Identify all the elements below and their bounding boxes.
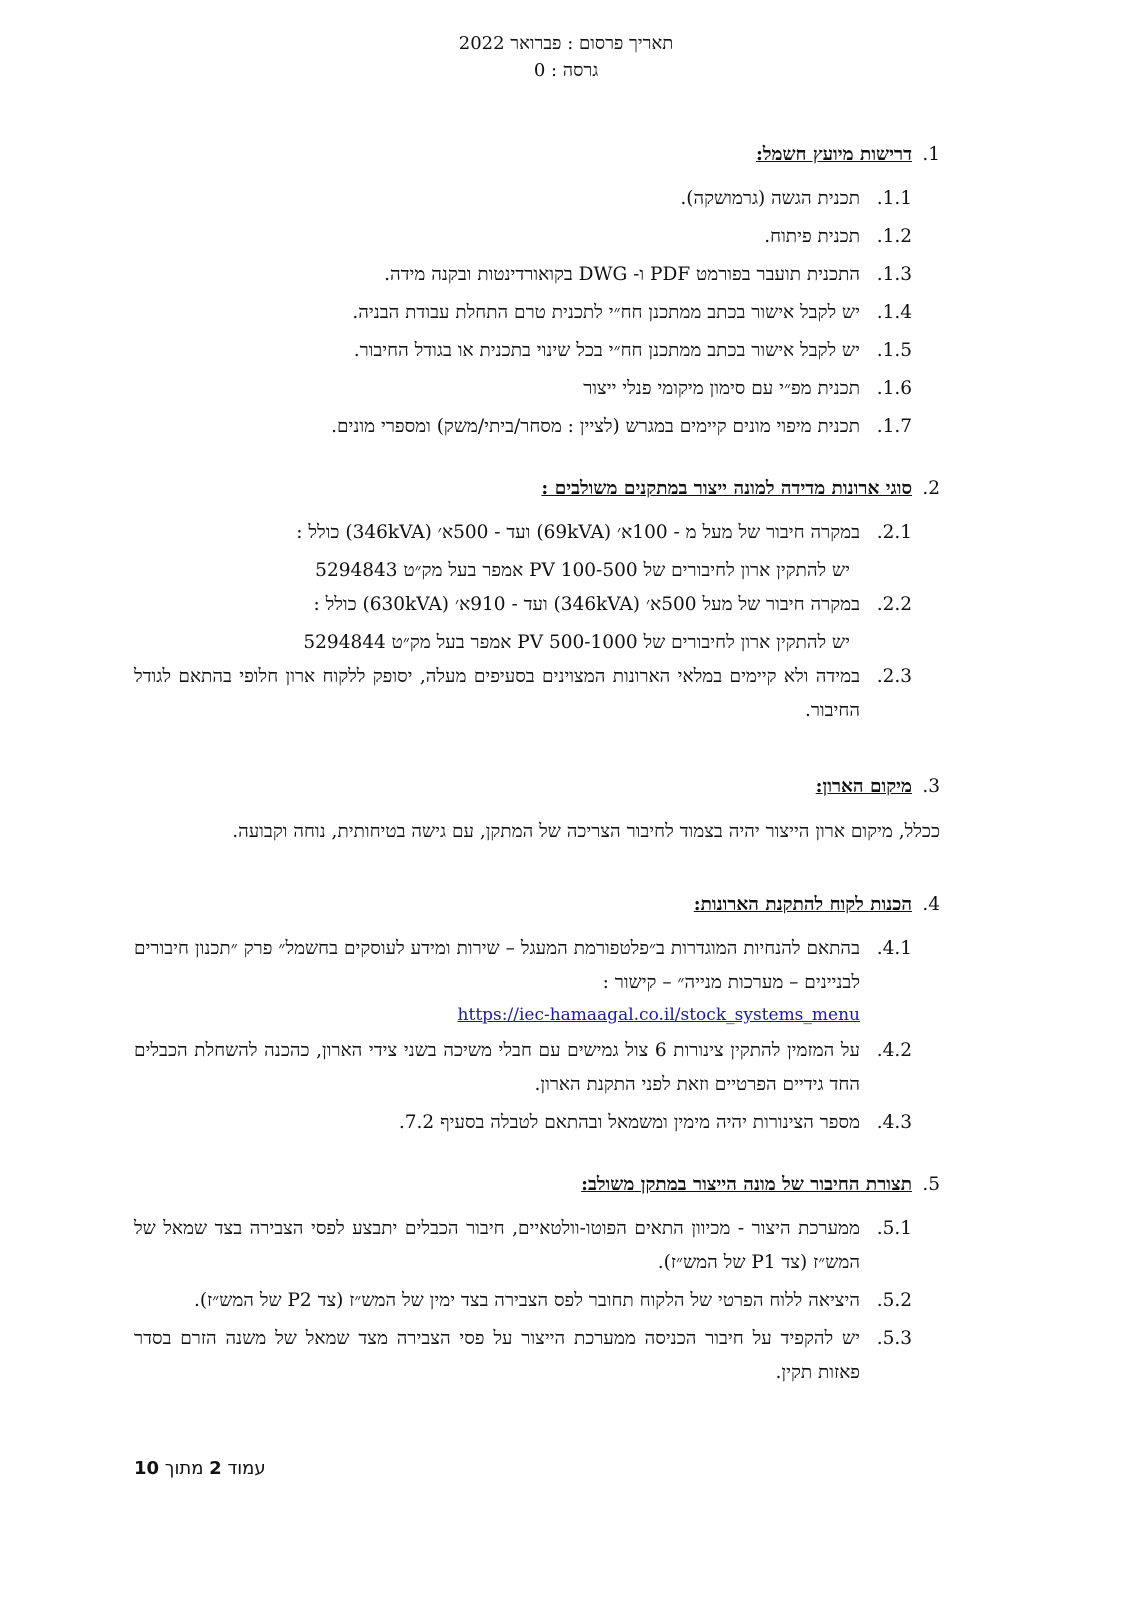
section-title: הכנות לקוח להתקנת הארונות: — [693, 894, 912, 915]
list-item — [134, 1212, 940, 1280]
item-text: יש לקבל אישור בכתב ממתכנן חח״י לתכנית טרם התחלת עבודת הבניה. — [352, 302, 860, 323]
item-number: 4.1. — [876, 938, 912, 959]
list-item — [134, 932, 940, 1030]
item-text: התכנית תועבר בפורמט PDF ו- DWG בקואורדינטות ובקנה מידה. — [384, 264, 860, 285]
list-item — [134, 1284, 940, 1318]
list-item — [134, 182, 940, 216]
item-number: 1.5. — [876, 340, 912, 361]
item-text: בהתאם להנחיות המוגדרות ב״פלטפורמת המעגל – שירות ומידע לעוסקים בחשמל״ פרק ״תכנון חיבורים לבניינים – מערכות מנייה״ – קישור : — [134, 938, 860, 993]
list-item — [134, 258, 940, 292]
item-text: על המזמין להתקין צינורות 6 צול גמישים עם חבלי משיכה בשני צידי הארון, כהכנה להשחלת הכבלים החד גידיים הפרטיים וזאת לפני התקנת הארון. — [134, 1040, 860, 1095]
item-number: 1.3. — [876, 264, 912, 285]
list-item — [134, 516, 940, 550]
item-text: מספר הצינורות יהיה מימין ומשמאל ובהתאם לטבלה בסעיף 7.2. — [398, 1112, 860, 1133]
item-text: תכנית הגשה (גרמושקה). — [680, 188, 860, 209]
hamaagal-link[interactable]: https://iec-hamaagal.co.il/stock_systems_menu — [457, 1005, 860, 1025]
list-item — [134, 334, 940, 368]
section-5 — [134, 1174, 940, 1390]
section-title: סוגי ארונות מדידה למונה ייצור במתקנים משולבים : — [541, 478, 912, 499]
section-4 — [134, 894, 940, 1140]
total-pages: 10 — [134, 1458, 160, 1479]
list-item — [134, 660, 940, 728]
current-page: 2 — [209, 1458, 222, 1479]
item-text: תכנית פיתוח. — [764, 226, 860, 247]
section-number: 5. — [922, 1174, 940, 1195]
item-text: תכנית מיפוי מונים קיימים במגרש (לציין : מסחר/ביתי/משק) ומספרי מונים. — [331, 416, 860, 437]
item-subline: יש להתקין ארון לחיבורים של PV 500-1000 אמפר בעל מק״ט 5294844 — [303, 632, 850, 653]
section-paragraph: ככלל, מיקום ארון הייצור יהיה בצמוד לחיבור הצריכה של המתקן, עם גישה בטיחותית, נוחה וקבועה. — [232, 821, 940, 842]
list-item — [134, 588, 940, 622]
item-text: במקרה חיבור של מעל מ - 100א׳ (69kVA) ועד - 500א׳ (346kVA) כולל : — [296, 522, 860, 543]
item-text: היציאה ללוח הפרטי של הלקוח תחובר לפס הצבירה בצד ימין של המש״ז (צד P2 של המש״ז). — [193, 1290, 860, 1311]
section-title: מיקום הארון: — [815, 776, 912, 797]
item-text: ממערכת היצור - מכיוון התאים הפוטו-וולטאיים, חיבור הכבלים יתבצע לפסי הצבירה בצד שמאל של המש״ז (צד P1 של המש״ז). — [134, 1218, 860, 1273]
item-number: 1.6. — [876, 378, 912, 399]
item-number: 5.2. — [876, 1290, 912, 1311]
section-title: דרישות מיועץ חשמל: — [756, 144, 912, 165]
list-item — [134, 220, 940, 254]
section-2 — [134, 478, 940, 728]
item-text: יש לקבל אישור בכתב ממתכנן חח״י בכל שינוי בתכנית או בגודל החיבור. — [353, 340, 860, 361]
document-body — [134, 144, 940, 1394]
section-3 — [134, 776, 940, 850]
section-heading — [134, 894, 940, 932]
section-number: 2. — [922, 478, 940, 499]
publish-date: תאריך פרסום : פברואר 2022 — [458, 33, 674, 54]
section-heading — [134, 776, 940, 814]
item-number: 1.2. — [876, 226, 912, 247]
item-text: תכנית מפ״י עם סימון מיקומי פנלי ייצור — [583, 378, 860, 399]
item-text: יש להקפיד על חיבור הכניסה ממערכת הייצור על פסי הצבירה מצד שמאל של משנה הזרם בסדר פאזות תקין. — [134, 1328, 860, 1383]
section-title: תצורת החיבור של מונה הייצור במתקן משולב: — [581, 1174, 912, 1195]
list-item — [134, 410, 940, 444]
section-number: 1. — [922, 144, 940, 165]
item-number: 5.3. — [876, 1328, 912, 1349]
item-number: 5.1. — [876, 1218, 912, 1239]
section-heading — [134, 1174, 940, 1212]
item-number: 4.3. — [876, 1112, 912, 1133]
section-number: 4. — [922, 894, 940, 915]
section-heading — [134, 478, 940, 516]
item-number: 1.7. — [876, 416, 912, 437]
section-1 — [134, 144, 940, 444]
footer-middle: מתוך — [164, 1458, 204, 1479]
section-number: 3. — [922, 776, 940, 797]
list-item — [134, 372, 940, 406]
list-item — [134, 1322, 940, 1390]
item-number: 4.2. — [876, 1040, 912, 1061]
item-number: 1.4. — [876, 302, 912, 323]
item-number: 1.1. — [876, 188, 912, 209]
list-item — [134, 1106, 940, 1140]
version: גרסה : 0 — [533, 60, 599, 81]
footer-prefix: עמוד — [227, 1458, 266, 1479]
item-number: 2.1. — [876, 522, 912, 543]
item-number: 2.2. — [876, 594, 912, 615]
page-footer — [134, 1458, 266, 1479]
item-text: במידה ולא קיימים במלאי הארונות המצוינים בסעיפים מעלה, יסופק ללקוח ארון חלופי בהתאם לגודל החיבור. — [134, 666, 860, 721]
item-number: 2.3. — [876, 666, 912, 687]
document-header — [0, 30, 1132, 84]
list-item — [134, 1034, 940, 1102]
item-text-wrap — [134, 932, 860, 1030]
item-subline: יש להתקין ארון לחיבורים של PV 100-500 אמפר בעל מק״ט 5294843 — [315, 560, 850, 581]
list-item — [134, 296, 940, 330]
section-heading — [134, 144, 940, 182]
item-text: במקרה חיבור של מעל 500א׳ (346kVA) ועד - 910א׳ (630kVA) כולל : — [313, 594, 860, 615]
